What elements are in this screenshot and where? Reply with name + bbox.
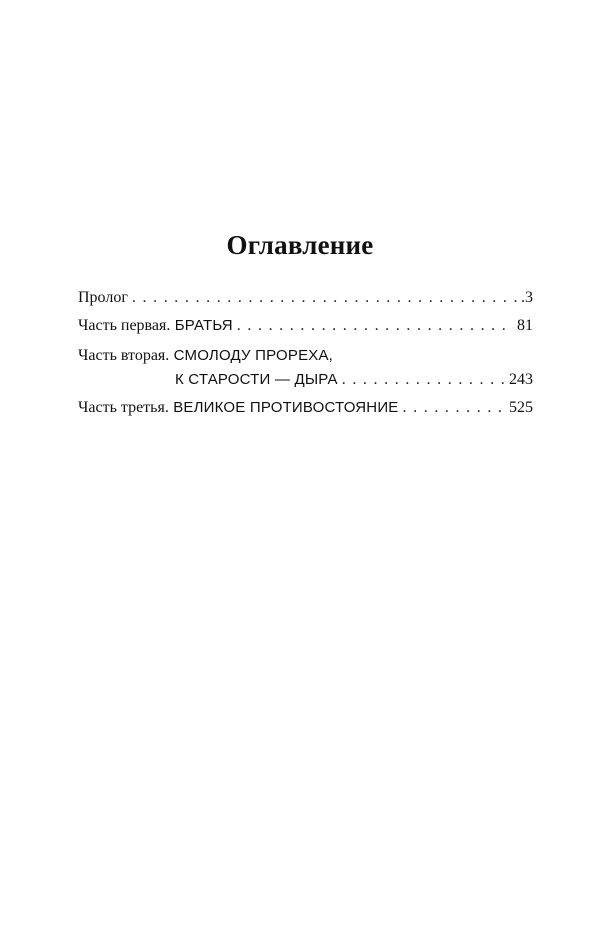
dot-leader	[132, 286, 517, 310]
toc-entry-title	[170, 314, 232, 338]
toc-entry-label: Часть третья.	[78, 399, 169, 416]
toc-entry-label: Часть первая.	[78, 317, 171, 334]
toc-entry-part-one	[78, 314, 533, 338]
toc-entry-title-line2: К СТАРОСТИ — ДЫРА	[175, 371, 338, 388]
toc-entry-title-text: БРАТЬЯ	[174, 317, 233, 334]
toc-page-number: 243	[509, 371, 533, 388]
toc-entry-prologue	[78, 286, 533, 310]
toc-entry-title	[169, 396, 399, 420]
toc-entry-part-three	[78, 396, 533, 420]
toc-entry-label: Часть вторая.	[78, 347, 170, 364]
dot-leader	[237, 314, 513, 338]
dot-leader	[403, 396, 505, 420]
toc-entry-title-text: СМОЛОДУ ПРОРЕХА,	[173, 347, 334, 364]
toc-row	[78, 286, 533, 310]
toc-row	[78, 314, 533, 338]
toc-heading: Оглавление	[226, 230, 374, 260]
toc-page-number: 81	[517, 317, 533, 334]
toc-page-number: 525	[509, 399, 533, 416]
toc-page-number: .3	[521, 289, 533, 306]
table-of-contents	[78, 286, 533, 420]
toc-entry-title-text: ВЕЛИКОЕ ПРОТИВОСТОЯНИЕ	[173, 399, 399, 416]
toc-row	[78, 344, 533, 368]
toc-entry-title	[169, 344, 333, 368]
toc-row	[78, 396, 533, 420]
toc-entry-part-two	[78, 344, 533, 392]
toc-entry-label: Пролог	[78, 289, 128, 306]
toc-row-continuation	[78, 368, 533, 392]
dot-leader	[342, 368, 505, 392]
